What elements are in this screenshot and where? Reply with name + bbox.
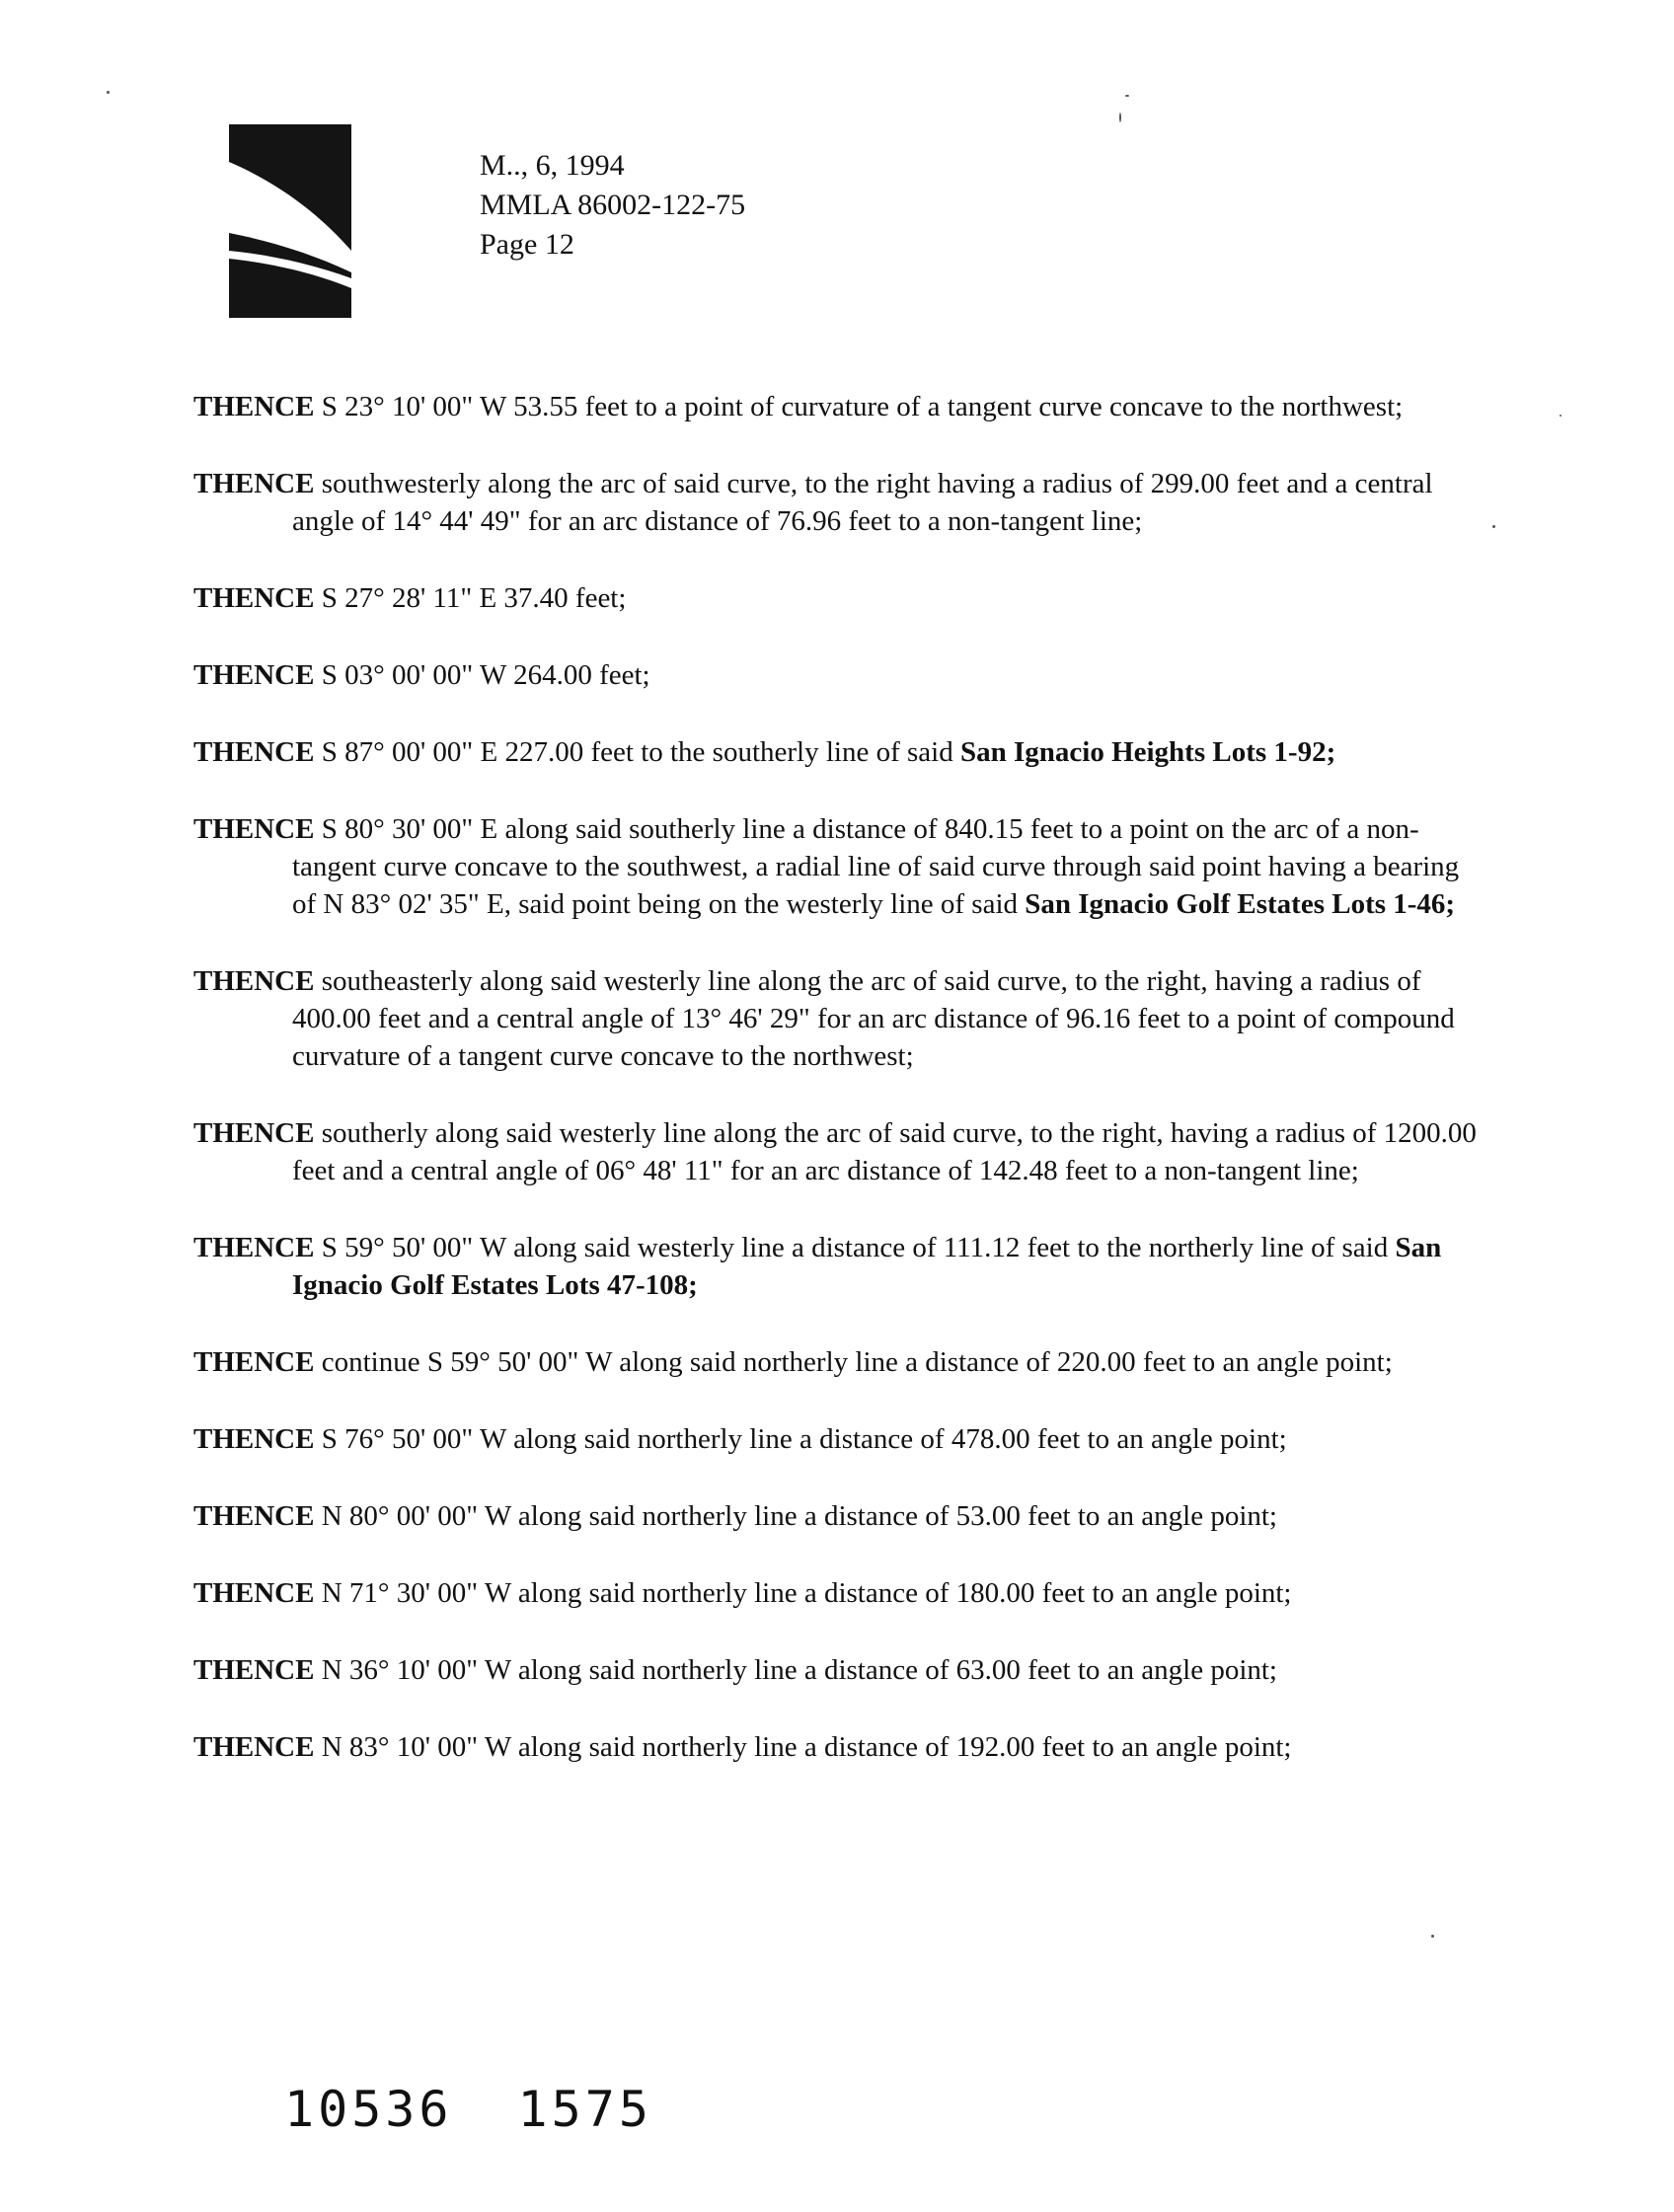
scan-speck [1125, 95, 1129, 97]
thence-course-paragraph [193, 810, 1486, 923]
subdivision-name: San Ignacio Golf Estates Lots 1-46; [1025, 888, 1456, 920]
course-lead-word: THENCE [193, 736, 315, 768]
course-text: N 71° 30' 00" W along said northerly line a distance of 180.00 feet to an angle point; [314, 1577, 1292, 1609]
subdivision-name: San Ignacio Golf Estates Lots 47-108; [292, 1232, 1442, 1301]
course-lead-word: THENCE [193, 582, 315, 614]
course-lead-word: THENCE [193, 813, 315, 845]
course-text: S 23° 10' 00" W 53.55 feet to a point of curvature of a tangent curve concave to the northwest; [314, 391, 1404, 422]
course-text: N 83° 10' 00" W along said northerly line a distance of 192.00 feet to an angle point; [314, 1731, 1292, 1763]
scan-speck [107, 91, 110, 94]
thence-course-paragraph [193, 1114, 1486, 1189]
course-lead-word: THENCE [193, 1232, 315, 1263]
course-lead-word: THENCE [193, 1654, 315, 1686]
thence-course-paragraph [193, 733, 1486, 771]
course-lead-word: THENCE [193, 1346, 315, 1378]
header-page-number: Page 12 [480, 228, 574, 261]
course-lead-word: THENCE [193, 659, 315, 691]
scan-speck [1119, 113, 1121, 122]
scan-speck [1431, 1935, 1434, 1938]
thence-course-paragraph [193, 656, 1486, 694]
course-text: S 59° 50' 00" W along said westerly line a distance of 111.12 feet to the northerly line of said [314, 1232, 1396, 1263]
legal-description-body [193, 359, 1486, 1805]
thence-course-paragraph [193, 579, 1486, 617]
course-lead-word: THENCE [193, 1500, 315, 1532]
course-text: S 03° 00' 00" W 264.00 feet; [314, 659, 650, 691]
thence-course-paragraph [193, 388, 1486, 425]
page-number-stamp: 1575 [517, 2081, 652, 2138]
thence-course-paragraph [193, 1651, 1486, 1689]
course-lead-word: THENCE [193, 391, 315, 422]
course-text: S 80° 30' 00" E along said southerly line a distance of 840.15 feet to a point on the arc of a non-tangent curve concave to the southwest, a radial line of said curve through said point having a bearing of N 83° 02' 35" E, said point being on the westerly line of said [292, 813, 1460, 920]
course-text: southerly along said westerly line along the arc of said curve, to the right, having a radius of 1200.00 feet and a central angle of 06° 48' 11" for an arc distance of 142.48 feet to a non-tangent line; [292, 1117, 1477, 1186]
course-lead-word: THENCE [193, 1117, 315, 1149]
course-lead-word: THENCE [193, 965, 315, 997]
thence-course-paragraph [193, 1574, 1486, 1612]
header-reference: MMLA 86002-122-75 [480, 189, 746, 221]
document-header [480, 146, 745, 265]
thence-course-paragraph [193, 1728, 1486, 1766]
thence-course-paragraph [193, 1343, 1486, 1381]
scan-speck [1492, 525, 1495, 528]
course-text: southeasterly along said westerly line along the arc of said curve, to the right, having a radius of 400.00 feet and a central angle of 13° 46' 29" for an arc distance of 96.16 feet to a point of compound curvature of a tangent curve concave to the northwest; [292, 965, 1455, 1072]
course-lead-word: THENCE [193, 468, 315, 499]
thence-course-paragraph [193, 1420, 1486, 1458]
course-text: S 76° 50' 00" W along said northerly line a distance of 478.00 feet to an angle point; [314, 1423, 1287, 1455]
company-logo [225, 124, 351, 318]
book-number: 10536 [284, 2081, 453, 2138]
thence-course-paragraph [193, 1229, 1486, 1304]
course-lead-word: THENCE [193, 1577, 315, 1609]
course-text: S 87° 00' 00" E 227.00 feet to the southerly line of said [314, 736, 960, 768]
subdivision-name: San Ignacio Heights Lots 1-92; [959, 736, 1336, 768]
course-lead-word: THENCE [193, 1423, 315, 1455]
thence-course-paragraph [193, 962, 1486, 1075]
thence-course-paragraph [193, 465, 1486, 540]
course-lead-word: THENCE [193, 1731, 315, 1763]
course-text: N 80° 00' 00" W along said northerly line a distance of 53.00 feet to an angle point; [314, 1500, 1277, 1532]
recording-numbers [284, 2081, 652, 2138]
course-text: continue S 59° 50' 00" W along said northerly line a distance of 220.00 feet to an angle point; [314, 1346, 1393, 1378]
thence-course-paragraph [193, 1497, 1486, 1535]
course-text: N 36° 10' 00" W along said northerly line a distance of 63.00 feet to an angle point; [314, 1654, 1277, 1686]
header-date: M.., 6, 1994 [480, 149, 625, 182]
course-text: S 27° 28' 11" E 37.40 feet; [314, 582, 627, 614]
scan-speck [1560, 415, 1561, 417]
course-text: southwesterly along the arc of said curve, to the right having a radius of 299.00 feet and a central angle of 14° 44' 49" for an arc distance of 76.96 feet to a non-tangent line; [292, 468, 1433, 537]
